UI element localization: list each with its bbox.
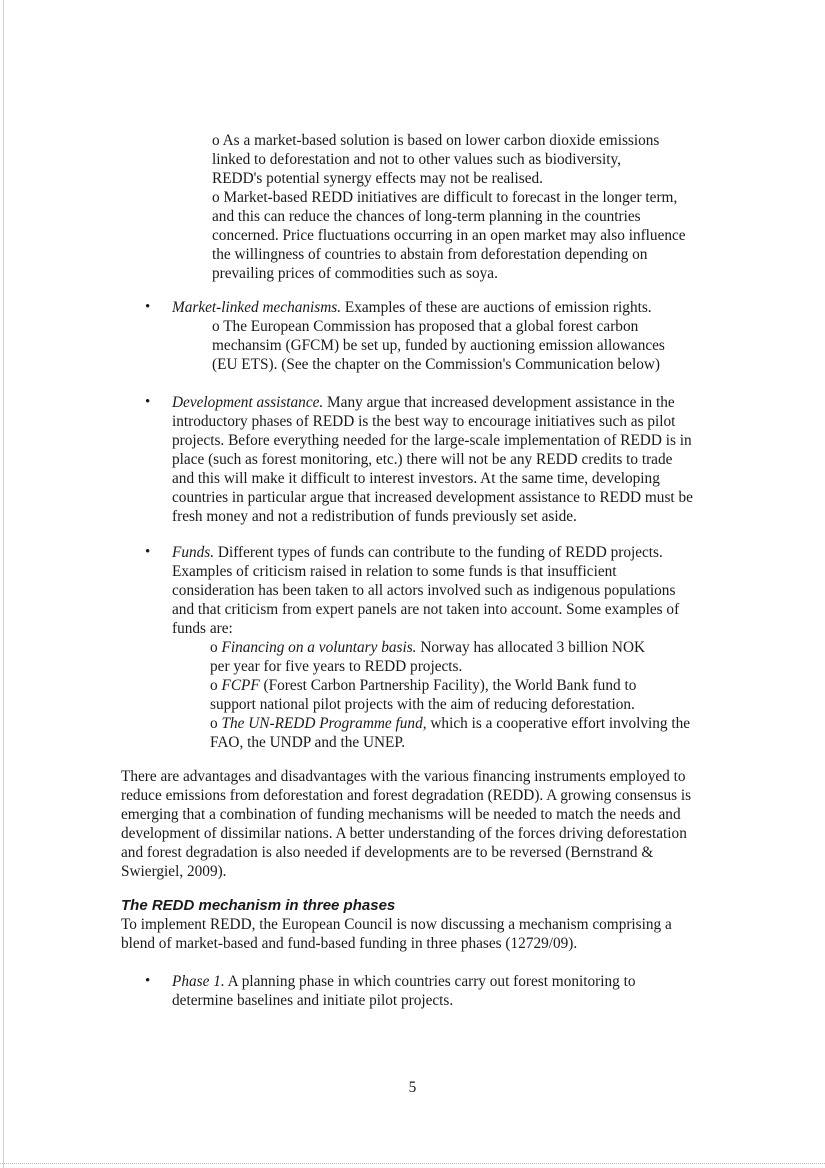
text-line: prevailing prices of commodities such as soya. [212,265,498,282]
text-line: countries in particular argue that increased development assistance to REDD must be [172,489,693,506]
text-line: and this will make it difficult to interest investors. At the same time, developing [172,470,660,487]
text-line: fresh money and not a redistribution of funds previously set aside. [172,508,577,525]
bullet-term: Phase 1. [172,973,225,990]
text-line: o As a market-based solution is based on lower carbon dioxide emissions [212,132,660,149]
text-line: projects. Before everything needed for the large-scale implementation of REDD is in [172,432,692,449]
bullet-text: Many argue that increased development assistance in the [323,394,675,411]
market-based-subpoint-2 [212,188,712,283]
bullet-text: Examples of these are auctions of emission rights. [341,299,652,316]
text-line: and this can reduce the chances of long-term planning in the countries [212,208,641,225]
market-based-subpoint-1 [212,131,712,188]
text-line: development of dissimilar nations. A better understanding of the forces driving deforestation [121,825,687,842]
text-line: o The European Commission has proposed that a global forest carbon [212,318,639,335]
text-line: introductory phases of REDD is the best way to encourage initiatives such as pilot [172,413,676,430]
subpoint-marker: o [210,677,222,694]
text-line: To implement REDD, the European Council is now discussing a mechanism comprising a [121,916,672,933]
subpoint-term: The UN-REDD Programme fund, [221,715,427,732]
text-line: concerned. Price fluctuations occurring in an open market may also influence [212,227,686,244]
bullet-term: Development assistance. [172,394,324,411]
text-line: determine baselines and initiate pilot projects. [172,992,454,1009]
text-line: funds are: [172,620,233,637]
subpoint-term: FCPF [221,677,260,694]
page-number: 5 [408,1079,417,1096]
subpoint-marker: o [210,639,222,656]
bullet-point: • [145,394,151,410]
bullet-point: • [145,299,151,315]
subpoint-text: (Forest Carbon Partnership Facility), the World Bank fund to [259,677,637,694]
text-line: mechansim (GFCM) be set up, funded by auctioning emission allowances [212,337,665,354]
subpoint-text: which is a cooperative effort involving the [426,715,691,732]
bullet-term: Funds. [172,544,215,561]
subpoint-text: Norway has allocated 3 billion NOK [416,639,646,656]
text-line: FAO, the UNDP and the UNEP. [210,734,406,751]
bullet-market-linked [172,298,717,317]
page-edge [3,0,4,1168]
text-line: per year for five years to REDD projects. [210,658,463,675]
funds-subpoints [210,638,710,752]
text-line: There are advantages and disadvantages with the various financing instruments employed to [121,768,686,785]
text-line: consideration has been taken to all actors involved such as indigenous populations [172,582,676,599]
page-edge-bottom [0,1163,825,1165]
text-line: and forest degradation is also needed if developments are to be reversed (Bernstrand & [121,844,654,861]
market-linked-subpoint [212,317,712,374]
text-line: Examples of criticism raised in relation to some funds is that insufficient [172,563,617,580]
text-line: support national pilot projects with the aim of reducing deforestation. [210,696,635,713]
text-line: REDD's potential synergy effects may not be realised. [212,170,543,187]
bullet-text: A planning phase in which countries carry out forest monitoring to [224,973,636,990]
bullet-term: Market-linked mechanisms. [172,299,342,316]
text-line: reduce emissions from deforestation and forest degradation (REDD). A growing consensus is [121,787,692,804]
bullet-phase-1 [172,972,717,1010]
bullet-text: Different types of funds can contribute to the funding of REDD projects. [214,544,663,561]
section-heading: The REDD mechanism in three phases [121,897,396,914]
summary-paragraph [121,767,721,881]
intro-paragraph [121,915,721,953]
subpoint-term: Financing on a voluntary basis. [221,639,417,656]
text-line: (EU ETS). (See the chapter on the Commission's Communication below) [212,356,660,373]
bullet-funds [172,543,717,638]
bullet-point: • [145,973,151,989]
bullet-point: • [145,544,151,560]
subpoint-marker: o [210,715,222,732]
text-line: linked to deforestation and not to other values such as biodiversity, [212,151,621,168]
text-line: place (such as forest monitoring, etc.) there will not be any REDD credits to trade [172,451,673,468]
text-line: emerging that a combination of funding mechanisms will be needed to match the needs and [121,806,681,823]
text-line: Swiergiel, 2009). [121,863,227,880]
text-line: the willingness of countries to abstain from deforestation depending on [212,246,648,263]
text-line: blend of market-based and fund-based funding in three phases (12729/09). [121,935,578,952]
text-line: o Market-based REDD initiatives are difficult to forecast in the longer term, [212,189,678,206]
bullet-development-assistance [172,393,717,526]
text-line: and that criticism from expert panels are not taken into account. Some examples of [172,601,680,618]
